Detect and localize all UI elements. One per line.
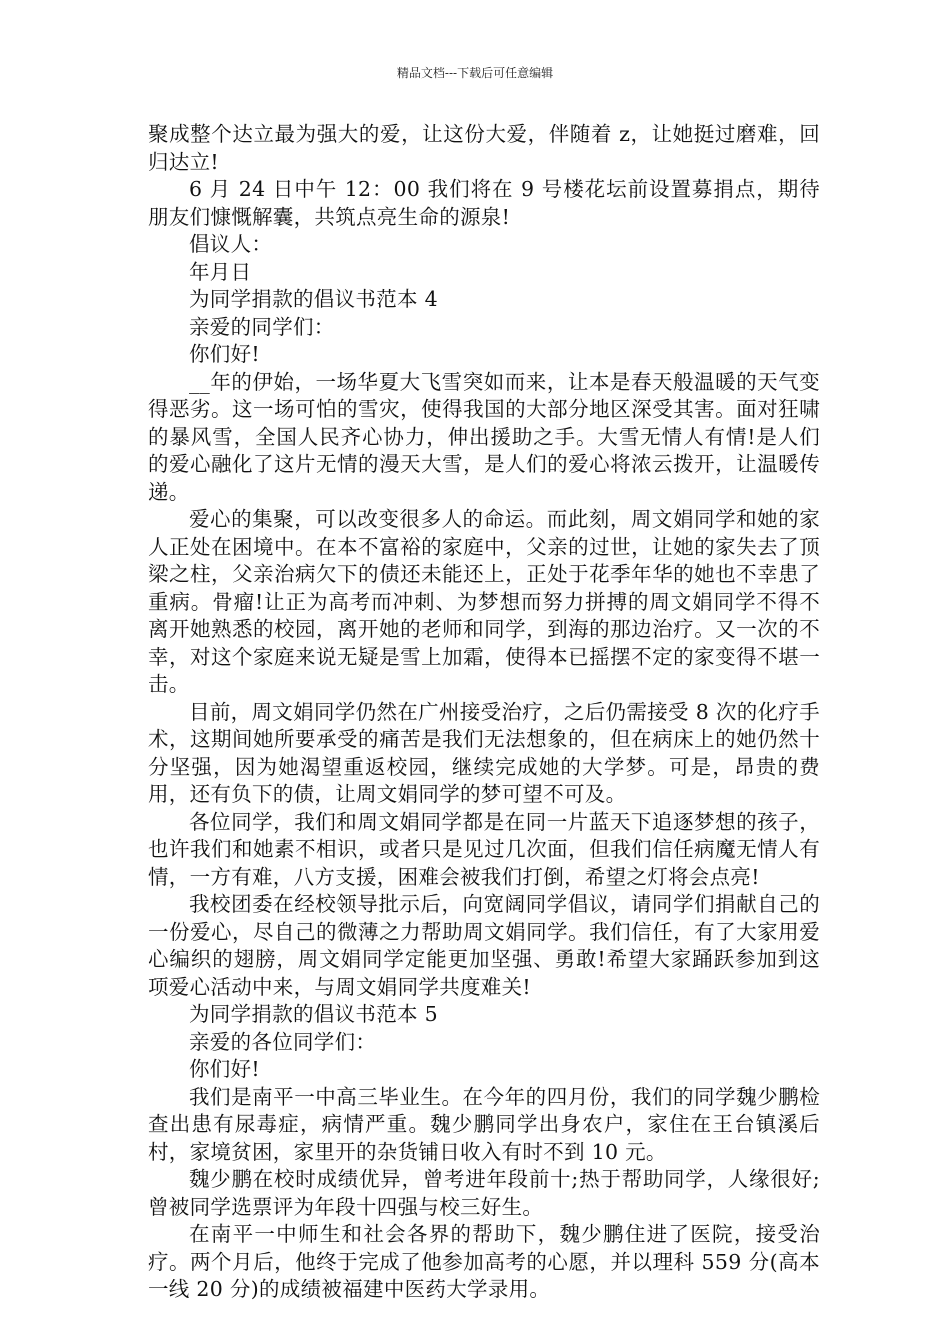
salutation: 亲爱的各位同学们： [189,1029,377,1054]
salutation: 亲爱的同学们： [189,314,335,339]
paragraph: 目前，周文娟同学仍然在广州接受治疗，之后仍需接受 8 次的化疗手术，这期间她所要承受的痛苦是我们无法想象的，但在病床上的她仍然十分坚强，因为她渴望重返校园，继续完成她的大学梦。可是，昂贵的费用，还有负下的债，让周文娟同学的梦可望不可及。 [148,699,820,806]
greeting: 你们好! [189,1057,260,1081]
date-label: 年月日 [189,259,252,284]
paragraph: 魏少鹏在校时成绩优异，曾考进年段前十;热于帮助同学，人缘很好;曾被同学选票评为年段十四强与校三好生。 [148,1167,820,1219]
section-title: 为同学捐款的倡议书范本 4 [189,287,438,311]
paragraph: 我校团委在经校领导批示后，向宽阔同学倡议，请同学们捐献自己的一份爱心，尽自己的微薄之力帮助周文娟同学。我们信任，有了大家用爱心编织的翅膀，周文娟同学定能更加坚强、勇敢!希望大家踊跃参加到这项爱心活动中来，与周文娟同学共度难关! [148,892,820,999]
paragraph: __年的伊始，一场华夏大飞雪突如而来，让本是春天般温暖的天气变得恶劣。这一场可怕的雪灾，使得我国的大部分地区深受其害。面对狂啸的暴风雪，全国人民齐心协力，伸出援助之手。大雪无情人有情!是人们的爱心融化了这片无情的漫天大雪，是人们的爱心将浓云拨开，让温暖传递。 [148,369,820,504]
section-title: 为同学捐款的倡议书范本 5 [189,1002,438,1026]
signature-label: 倡议人： [189,232,273,256]
paragraph: 在南平一中师生和社会各界的帮助下，魏少鹏住进了医院，接受治疗。两个月后，他终于完成了他参加高考的心愿，并以理科 559 分(高本一线 20 分)的成绩被福建中医药大学录用。 [148,1222,820,1301]
paragraph: 6 月 24 日中午 12：00 我们将在 9 号楼花坛前设置募捐点，期待朋友们慷慨解囊，共筑点亮生命的源泉! [148,177,820,229]
document-body [148,121,820,1304]
page-header: 精品文档---下载后可任意编辑 [396,66,554,80]
paragraph: 各位同学，我们和周文娟同学都是在同一片蓝天下追逐梦想的孩子，也许我们和她素不相识，或者只是见过几次面，但我们信任病魔无情人有情，一方有难，八方支援，困难会被我们打倒，希望之灯将会点亮! [148,809,820,889]
paragraph: 我们是南平一中高三毕业生。在今年的四月份，我们的同学魏少鹏检查出患有尿毒症，病情严重。魏少鹏同学出身农户，家住在王台镇溪后村，家境贫困，家里开的杂货铺日收入有时不到 10 元。 [148,1084,820,1164]
paragraph: 爱心的集聚，可以改变很多人的命运。而此刻，周文娟同学和她的家人正处在困境中。在本不富裕的家庭中，父亲的过世，让她的家失去了顶梁之柱，父亲治病欠下的债还未能还上，正处于花季年华的她也不幸患了重病。骨瘤!让正为高考而冲刺、为梦想而努力拼搏的周文娟同学不得不离开她熟悉的校园，离开她的老师和同学，到海的那边治疗。又一次的不幸，对这个家庭来说无疑是雪上加霜，使得本已摇摆不定的家变得不堪一击。 [148,507,820,696]
paragraph: 聚成整个达立最为强大的爱，让这份大爱，伴随着 z，让她挺过磨难，回归达立! [148,122,820,174]
greeting: 你们好! [189,342,260,366]
